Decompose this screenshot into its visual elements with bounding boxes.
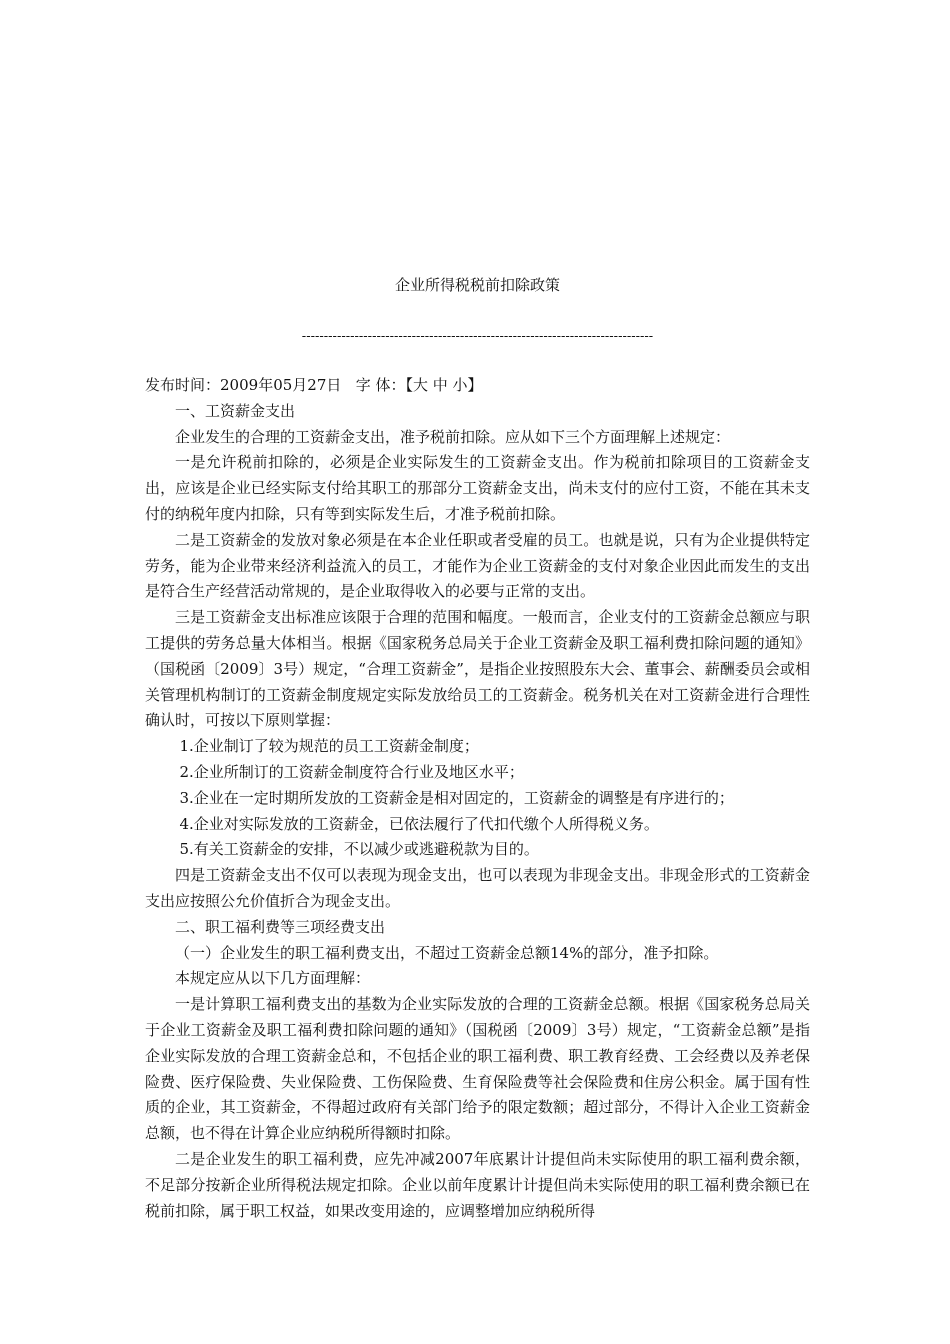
section-heading-1: 一、工资薪金支出: [175, 401, 296, 420]
paragraph: （一）企业发生的职工福利费支出，不超过工资薪金总额14%的部分，准予扣除。: [175, 943, 719, 962]
list-item: 3.企业在一定时期所发放的工资薪金是相对固定的，工资薪金的调整是有序进行的；: [179, 788, 734, 807]
paragraph: 三是工资薪金支出标准应该限于合理的范围和幅度。一般而言，企业支付的工资薪金总额应与职工提供的劳务总量大体相当。根据《国家税务总局关于企业工资薪金及职工福利费扣除问题的通知》（国税函〔2009〕3号）规定，“合理工资薪金”，是指企业按照股东大会、董事会、薪酬委员会或相关管理机构制订的工资薪金制度规定实际发放给员工的工资薪金。税务机关在对工资薪金进行合理性确认时，可按以下原则掌握：: [145, 608, 810, 730]
paragraph: 一是允许税前扣除的，必须是企业实际发生的工资薪金支出。作为税前扣除项目的工资薪金支出，应该是企业已经实际支付给其职工的那部分工资薪金支出，尚未支付的应付工资，不能在其未支付的纳税年度内扣除，只有等到实际发生后，才准予税前扣除。: [145, 453, 810, 523]
list-item: 5.有关工资薪金的安排，不以减少或逃避税款为目的。: [179, 840, 539, 859]
paragraph: 二是企业发生的职工福利费，应先冲减2007年底累计计提但尚未实际使用的职工福利费余额，不足部分按新企业所得税法规定扣除。企业以前年度累计计提但尚未实际使用的职工福利费余额已在税前扣除，属于职工权益，如果改变用途的，应调整增加应纳税所得: [145, 1149, 810, 1220]
document-title: 企业所得税税前扣除政策: [394, 276, 560, 294]
publish-date: 2009年05月27日: [220, 376, 342, 394]
list-item: 4.企业对实际发放的工资薪金，已依法履行了代扣代缴个人所得税义务。: [179, 814, 659, 833]
paragraph: 二是工资薪金的发放对象必须是在本企业任职或者受雇的员工。也就是说，只有为企业提供特定劳务，能为企业带来经济利益流入的员工，才能作为企业工资薪金的支付对象企业因此而发生的支出是符合生产经营活动常规的，是企业取得收入的必要与正常的支出。: [145, 530, 810, 601]
list-item: 2.企业所制订的工资薪金制度符合行业及地区水平；: [179, 762, 524, 781]
list-item: 1.企业制订了较为规范的员工工资薪金制度；: [179, 737, 479, 756]
paragraph: 企业发生的合理的工资薪金支出，准予税前扣除。应从如下三个方面理解上述规定：: [175, 427, 731, 446]
font-size-switch[interactable]: 【大 中 小】: [405, 376, 483, 394]
paragraph: 本规定应从以下几方面理解：: [175, 969, 371, 988]
paragraph: 四是工资薪金支出不仅可以表现为现金支出，也可以表现为非现金支出。非现金形式的工资薪金支出应按照公允价值折合为现金支出。: [145, 866, 810, 910]
font-size-label: 字 体：: [355, 376, 406, 394]
publish-label: 发布时间：: [145, 376, 221, 394]
section-heading-2: 二、职工福利费等三项经费支出: [175, 917, 386, 936]
document-body: [145, 373, 810, 1224]
paragraph: 一是计算职工福利费支出的基数为企业实际发放的合理的工资薪金总额。根据《国家税务总局关于企业工资薪金及职工福利费扣除问题的通知》（国税函〔2009〕3号）规定，“工资薪金总额”是指企业实际发放的合理工资薪金总和，不包括企业的职工福利费、职工教育经费、工会经费以及养老保险费、医疗保险费、失业保险费、工伤保险费、生育保险费等社会保险费和住房公积金。属于国有性质的企业，其工资薪金，不得超过政府有关部门给予的限定数额；超过部分，不得计入企业工资薪金总额，也不得在计算企业应纳税所得额时扣除。: [145, 995, 810, 1143]
publish-meta: [145, 373, 810, 399]
separator-rule: --------------------------------------------------------------------------------: [301, 329, 654, 344]
